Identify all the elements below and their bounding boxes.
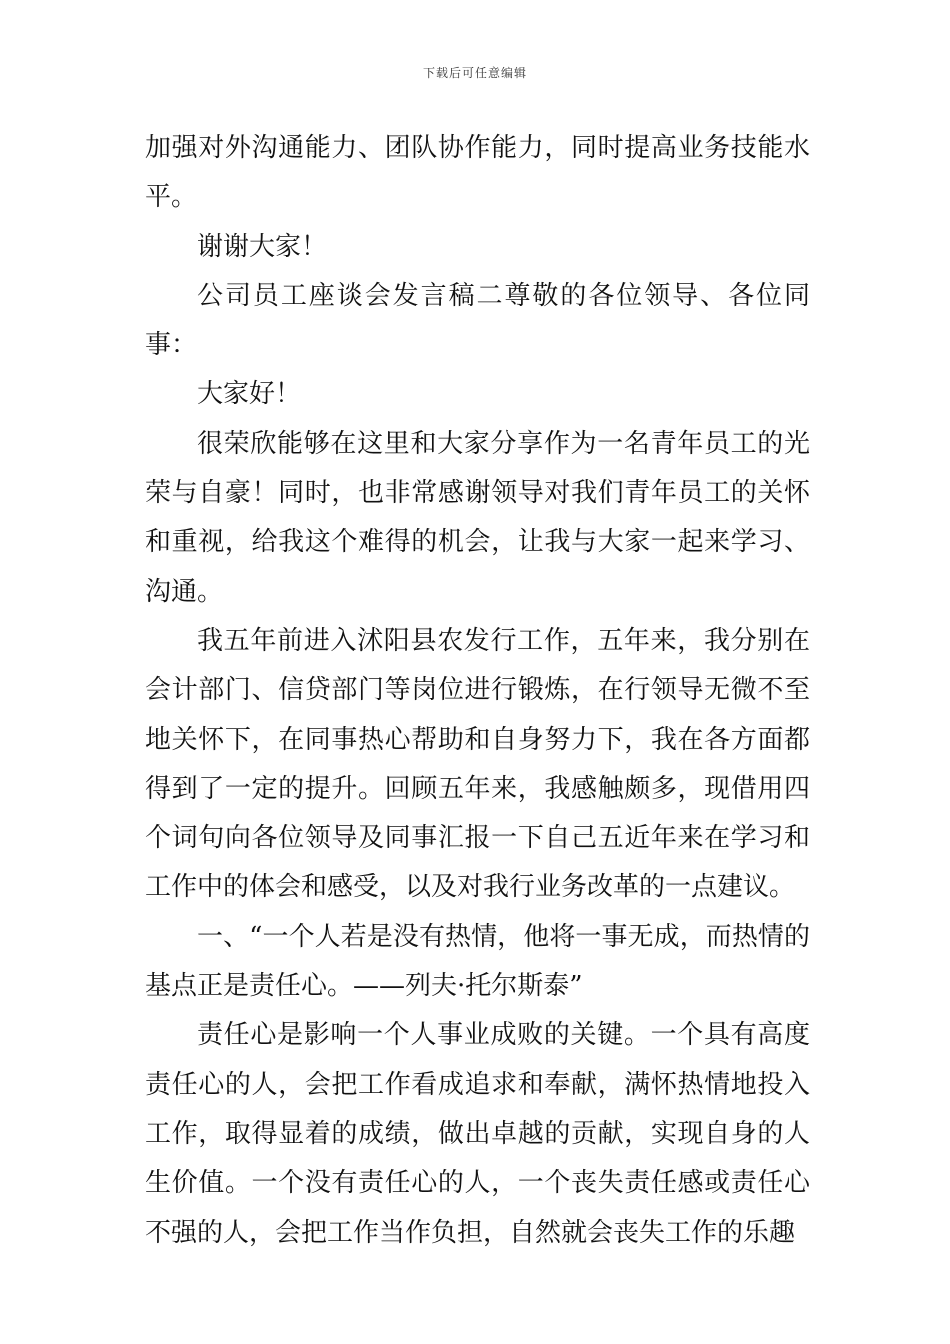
paragraph-4: 大家好！ <box>197 379 302 410</box>
paragraph-7: 一、“一个人若是没有热情，他将一事无成，而热情的基点正是责任心。——列夫·托尔斯泰” <box>145 921 810 1002</box>
paragraph-6: 我五年前进入沭阳县农发行工作，五年来，我分别在会计部门、信贷部门等岗位进行锻炼，在行领导无微不至地关怀下，在同事热心帮助和自身努力下，我在各方面都得到了一定的提升。回顾五年来，我感触颇多，现借用四个词句向各位领导及同事汇报一下自己五近年来在学习和工作中的体会和感受，以及对我行业务改革的一点建议。 <box>145 625 810 903</box>
paragraph-3: 公司员工座谈会发言稿二尊敬的各位领导、各位同事： <box>145 280 810 361</box>
document-body <box>145 124 810 1258</box>
paragraph-2: 谢谢大家！ <box>197 231 328 262</box>
paragraph-5: 很荣欣能够在这里和大家分享作为一名青年员工的光荣与自豪！同时，也非常感谢领导对我们青年员工的关怀和重视，给我这个难得的机会，让我与大家一起来学习、沟通。 <box>145 428 810 607</box>
paragraph-1: 加强对外沟通能力、团队协作能力，同时提高业务技能水平。 <box>145 133 810 213</box>
paragraph-8: 责任心是影响一个人事业成败的关键。一个具有高度责任心的人，会把工作看成追求和奉献，满怀热情地投入工作，取得显着的成绩，做出卓越的贡献，实现自身的人生价值。一个没有责任心的人，一个丧失责任感或责任心不强的人，会把工作当作负担，自然就会丧失工作的乐趣 <box>145 1020 810 1248</box>
page-header: 下载后可任意编辑 <box>422 66 527 80</box>
